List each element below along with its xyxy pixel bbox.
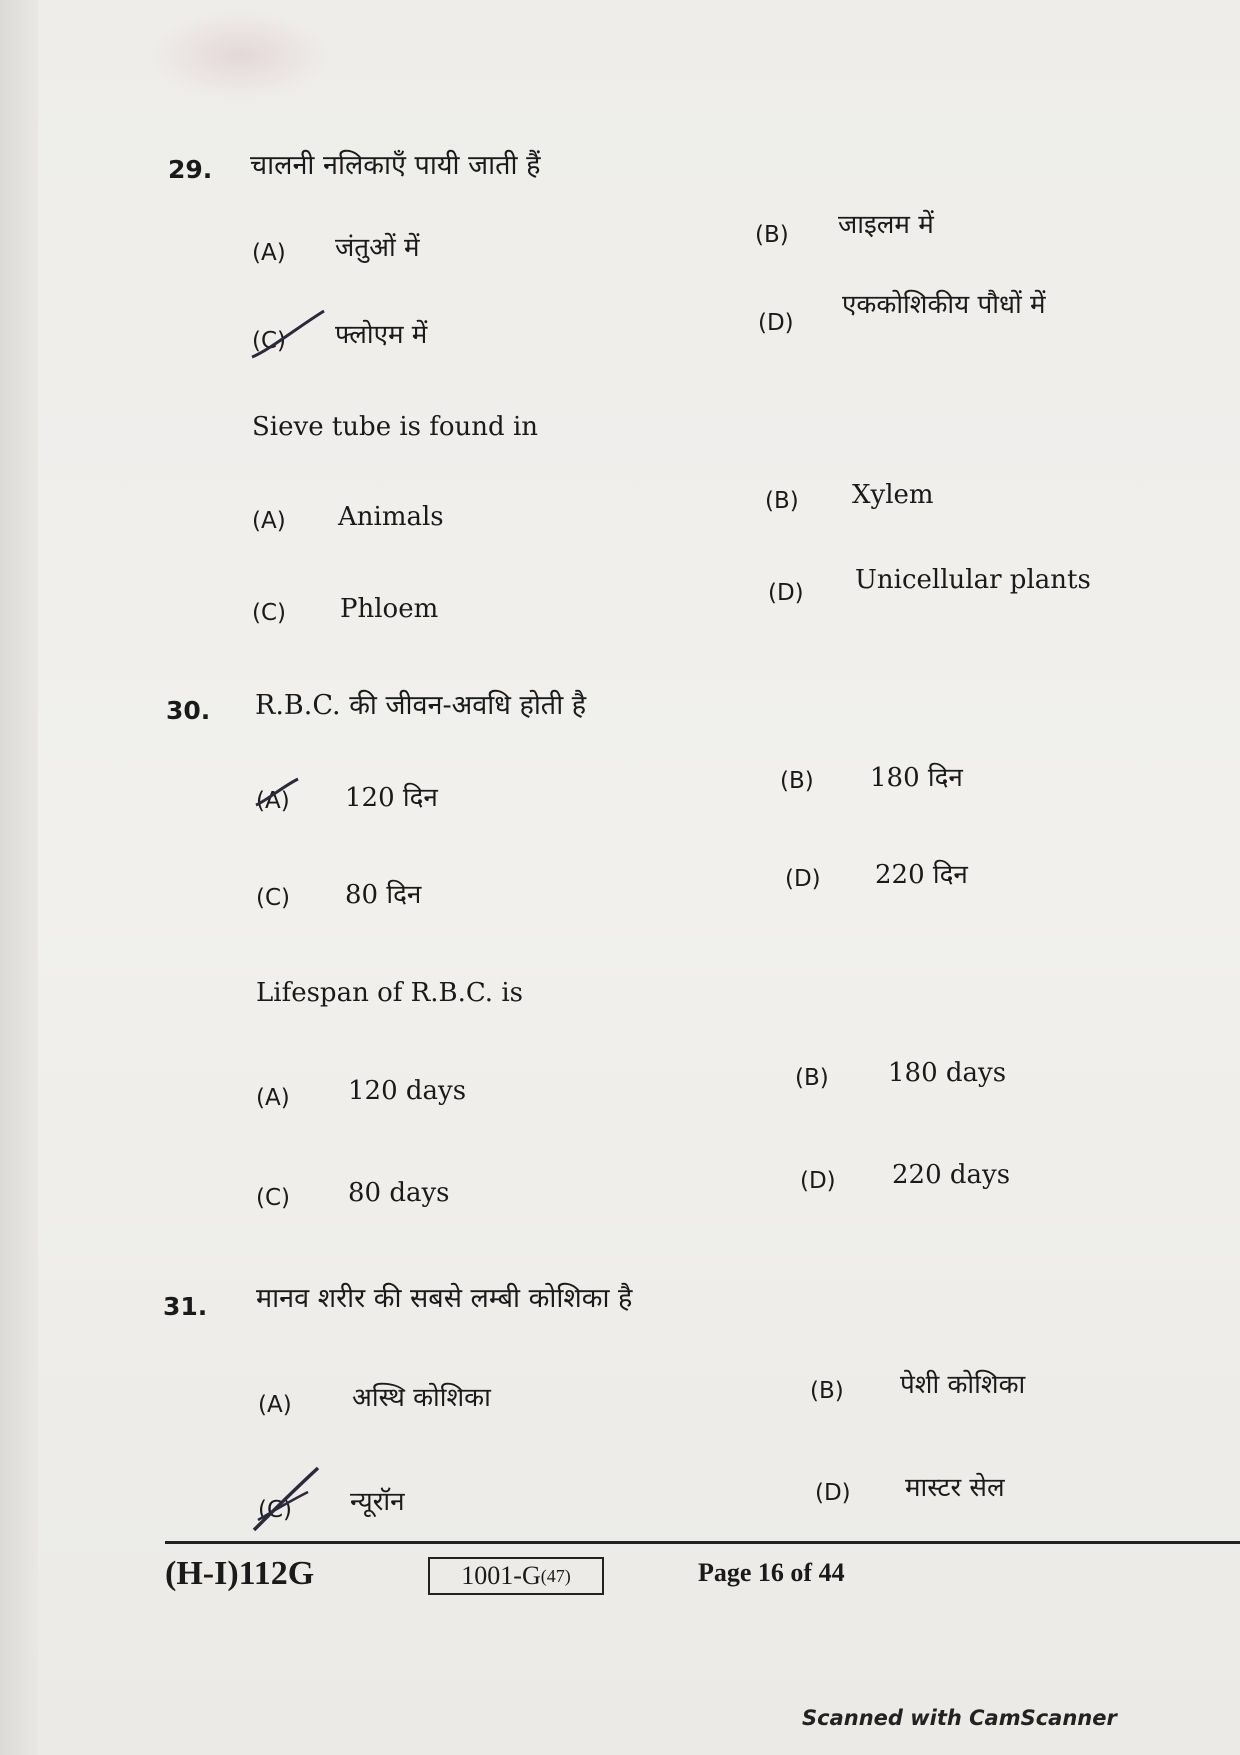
q31-hi-option-c-label: (C) [258, 1497, 293, 1523]
q29-hi-option-c-text: फ्लोएम में [335, 320, 428, 350]
footer-series-suffix: (47) [540, 1565, 571, 1586]
question-31-number: 31. [163, 1292, 208, 1321]
paper-stain [150, 10, 330, 100]
q29-en-option-b-text: Xylem [852, 480, 934, 510]
q29-hi-option-b-text: जाइलम में [838, 210, 934, 240]
question-30-english-text: Lifespan of R.B.C. is [256, 978, 523, 1008]
footer-divider [165, 1541, 1240, 1544]
q30-hi-option-d-label: (D) [785, 866, 821, 892]
q30-hi-option-d-text: 220 दिन [875, 860, 968, 890]
pen-tick-mark-q30 [252, 775, 302, 815]
q30-hi-option-c-label: (C) [256, 885, 291, 911]
q29-hi-option-b-label: (B) [755, 222, 789, 248]
q31-hi-option-d-label: (D) [815, 1480, 851, 1506]
q30-en-option-d-label: (D) [800, 1168, 836, 1194]
question-29-english-text: Sieve tube is found in [252, 412, 538, 442]
q30-hi-option-b-label: (B) [780, 768, 814, 794]
footer-page-number: Page 16 of 44 [698, 1558, 845, 1587]
q30-en-option-b-label: (B) [795, 1065, 829, 1091]
q29-en-option-c-label: (C) [252, 600, 287, 626]
q31-hi-option-d-text: मास्टर सेल [905, 1473, 1005, 1503]
q29-hi-option-d-text: एककोशिकीय पौधों में [842, 290, 1046, 320]
footer-paper-code: (H-I)112G [165, 1555, 315, 1592]
question-29-hindi-text: चालनी नलिकाएँ पायी जाती हैं [250, 150, 541, 181]
page-edge-shadow [0, 0, 38, 1755]
q29-hi-option-d-label: (D) [758, 310, 794, 336]
question-30-hindi-text: R.B.C. की जीवन-अवधि होती है [255, 690, 587, 721]
q31-hi-option-a-text: अस्थि कोशिका [352, 1383, 491, 1413]
q29-en-option-b-label: (B) [765, 488, 799, 514]
camscanner-watermark: Scanned with CamScanner [802, 1706, 1117, 1730]
q29-en-option-a-label: (A) [252, 508, 286, 534]
q30-hi-option-b-text: 180 दिन [870, 763, 963, 793]
footer-series-box [428, 1557, 604, 1595]
q30-hi-option-a-label: (A) [256, 788, 290, 814]
pen-tick-mark-q31 [248, 1462, 323, 1537]
q30-hi-option-a-text: 120 दिन [345, 783, 438, 813]
q29-hi-option-c-label: (C) [252, 328, 287, 354]
q29-en-option-a-text: Animals [338, 502, 444, 532]
q31-hi-option-b-label: (B) [810, 1378, 844, 1404]
q31-hi-option-c-text: न्यूरॉन [350, 1487, 405, 1517]
question-31-hindi-text: मानव शरीर की सबसे लम्बी कोशिका है [256, 1283, 633, 1314]
q30-en-option-b-text: 180 days [888, 1058, 1007, 1088]
q30-en-option-c-label: (C) [256, 1185, 291, 1211]
pen-tick-mark-q29 [248, 305, 328, 365]
q29-en-option-d-text: Unicellular plants [855, 565, 1091, 595]
q29-hi-option-a-text: जंतुओं में [335, 233, 420, 263]
q29-hi-option-a-label: (A) [252, 240, 286, 266]
q31-hi-option-a-label: (A) [258, 1392, 292, 1418]
question-30-number: 30. [166, 696, 211, 725]
q29-en-option-d-label: (D) [768, 580, 804, 606]
q30-en-option-a-text: 120 days [348, 1076, 467, 1106]
q30-en-option-a-label: (A) [256, 1085, 290, 1111]
q30-en-option-d-text: 220 days [892, 1160, 1011, 1190]
q30-hi-option-c-text: 80 दिन [345, 880, 422, 910]
q29-en-option-c-text: Phloem [340, 594, 439, 624]
footer-series-code: 1001-G [461, 1561, 541, 1590]
q30-en-option-c-text: 80 days [348, 1178, 450, 1208]
question-29-number: 29. [168, 155, 213, 184]
q31-hi-option-b-text: पेशी कोशिका [900, 1370, 1026, 1400]
